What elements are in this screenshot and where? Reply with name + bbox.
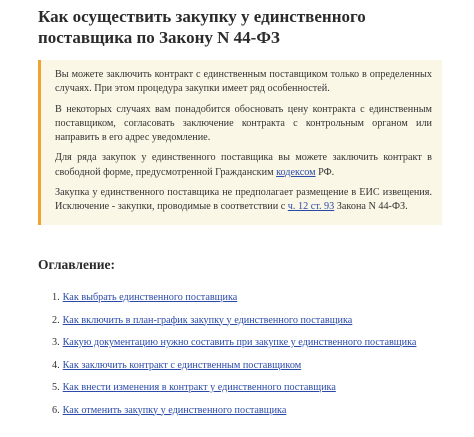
notice-paragraph-4-tail: Закона N 44-ФЗ. (334, 201, 408, 213)
toc-item-number: 4. (52, 359, 60, 371)
toc-item-number: 1. (52, 292, 60, 303)
notice-paragraph-3-text: Для ряда закупок у единственного поставщика вы можете заключить контракт в свободной форме, предусмотренной Гражданским (55, 152, 432, 178)
toc-item (52, 336, 432, 349)
table-of-contents (52, 291, 432, 426)
notice-box (38, 60, 442, 225)
toc-item (52, 404, 432, 417)
notice-paragraph-3-tail: РФ. (315, 166, 335, 178)
toc-link-amend-contract[interactable]: Как внести изменения в контракт у единственного поставщика (62, 382, 336, 393)
toc-link-cancel-purchase[interactable]: Как отменить закупку у единственного поставщика (62, 404, 287, 416)
toc-item-number: 3. (52, 337, 60, 348)
toc-title: Оглавление: (38, 257, 115, 272)
toc-item (52, 291, 432, 304)
toc-item (52, 314, 432, 327)
toc-item-number: 5. (52, 382, 60, 393)
toc-link-choose-supplier[interactable]: Как выбрать единственного поставщика (62, 292, 238, 303)
toc-item (52, 359, 432, 372)
notice-paragraph-4-text: Закупка у единственного поставщика не предполагает размещение в ЕИС извещения. Исключение - закупки, проводимые в соответствии с (55, 187, 432, 213)
civil-code-link[interactable]: кодексом (276, 166, 316, 178)
law-article-link[interactable]: ч. 12 ст. 93 (287, 201, 335, 213)
page-title: Как осуществить закупку у единственного поставщика по Закону N 44-ФЗ (38, 7, 366, 47)
toc-link-conclude-contract[interactable]: Как заключить контракт с единственным поставщиком (62, 359, 302, 371)
toc-link-documentation[interactable]: Какую документацию нужно составить при закупке у единственного поставщика (62, 337, 417, 348)
notice-paragraph-2: В некоторых случаях вам понадобится обосновать цену контракта с единственным поставщиком, согласовать заключение контракта с контрольным органом или направить в его адрес уведомление. (55, 103, 432, 144)
toc-link-include-in-plan[interactable]: Как включить в план-график закупку у единственного поставщика (62, 314, 353, 326)
toc-item-number: 6. (52, 404, 60, 416)
toc-item (52, 381, 432, 394)
toc-item-number: 2. (52, 314, 60, 326)
notice-paragraph-1: Вы можете заключить контракт с единственным поставщиком только в определенных случаях. При этом процедура закупки имеет ряд особенностей. (55, 69, 432, 95)
notice-paragraph-4 (55, 186, 432, 215)
notice-paragraph-3 (55, 151, 432, 180)
